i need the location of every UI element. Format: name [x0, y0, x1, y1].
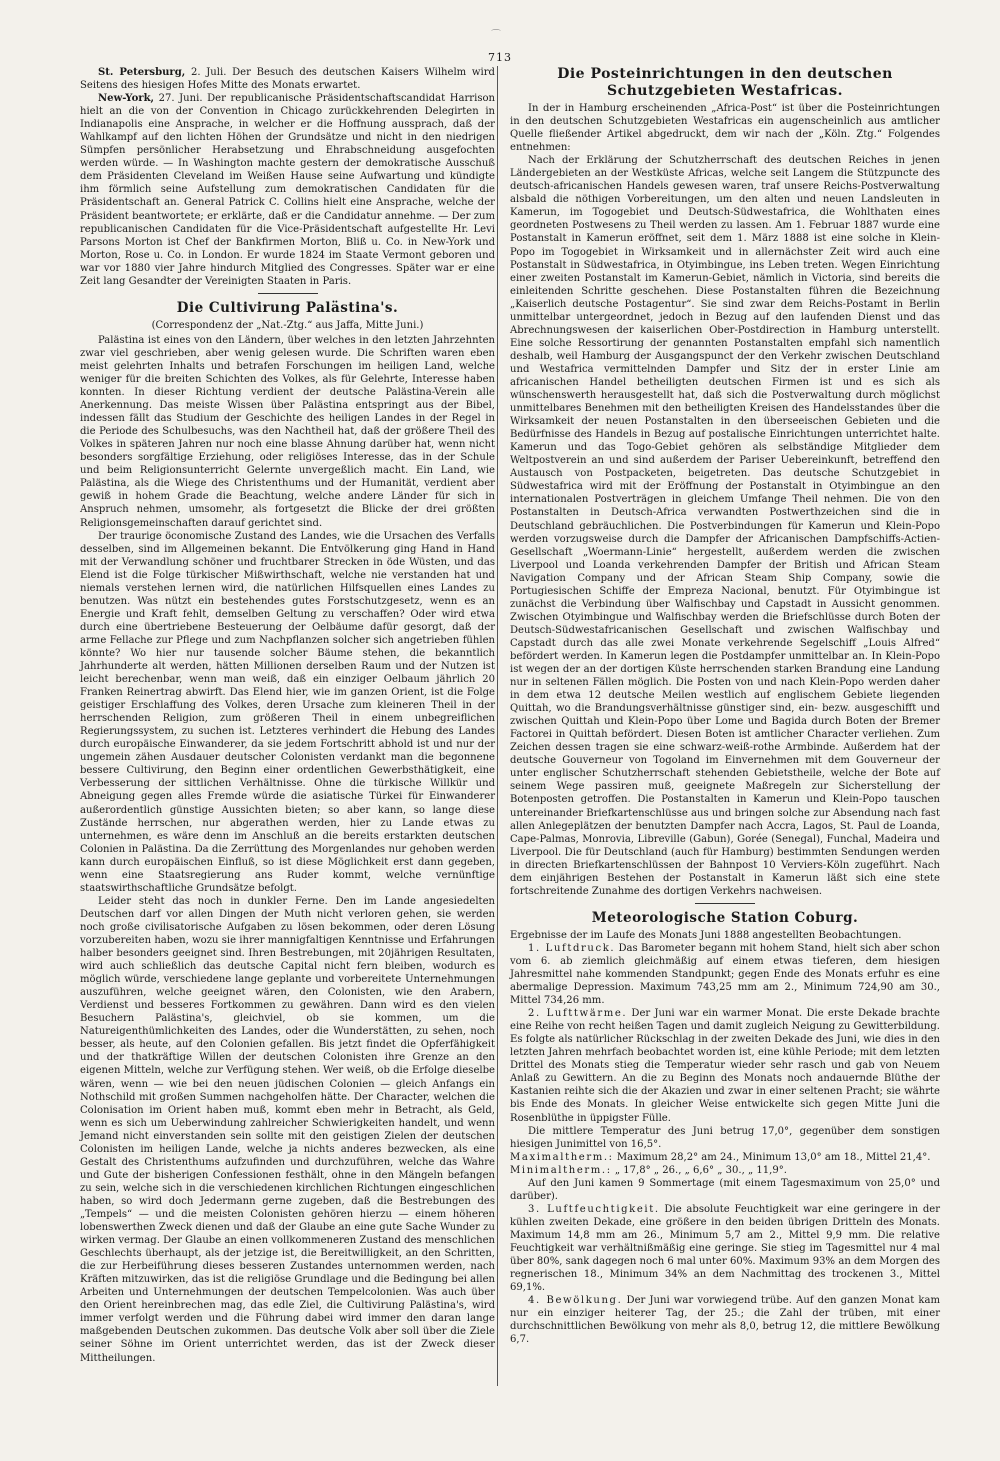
section-rule: [258, 293, 318, 294]
news-text: 27. Juni. Der republicanische Präsidentschaftscandidat Harrison hielt an die von der Convention in Chicago zurückkehrenden Delegirten in Indianapolis eine Ansprache, in welcher er die Hoffnung aussprach, daß der Wahlkampf auf den lichten Höhen der Grundsätze und nicht in den niedrigen Sümpfen persönlicher Herabsetzung und Ehrabschneidung ausgefochten werden würde. — In Washington machte gestern der demokratische Ausschuß dem Präsidenten Cleveland im Weißen Hause seine Aufwartung und kündigte ihm förmlich seine Aufstellung zum demokratischen Candidaten für die Präsidentschaft an. General Patrick C. Collins hielt eine Ansprache, welche der Präsident beantwortete; er erklärte, daß er die Candidatur annehme. — Der zum republicanischen Candidaten für die Vice-Präsidentschaft aufgestellte Hr. Levi Parsons Morton ist Chef der Bankfirmen Morton, Bliß u. Co. in New-York und Morton, Rose u. Co. in London. Er wurde 1824 im Staate Vermont geboren und war vor 1880 vier Jahre hindurch Mitglied des Congresses. Später war er eine Zeit lang Gesandter der Vereinigten Staaten in Paris.: [80, 93, 495, 287]
met-text: Der Juni war ein warmer Monat. Die erste Dekade brachte eine Reihe von recht heißen Tagen und damit zugleich Neigung zu Gewitterbildung. Es folgte als natürlicher Rückschlag in der zweiten Dekade des Juni, wie dies in den letzten Jahren mehrfach beobachtet worden ist, eine kühle Periode; mit dem letzten Drittel des Monats stieg die Temperatur wieder sehr rasch und gab von Neuem Anlaß zu Gewittern. An die zu Beginn des Monats noch andauernde Blüthe der Kastanien reihte sich die der Akazien und zwar in einer seltenen Pracht; sie währte bis Ende des Monats. In gleicher Weise entwickelte sich gegen Mitte Juni die Rosenblüthe in üppigster Fülle.: [510, 1008, 940, 1124]
met-item: [510, 1203, 940, 1294]
section-rule: [695, 903, 755, 904]
column-divider: [497, 66, 498, 1386]
article-title-post: Die Posteinrichtungen in den deutschen Schutzgebieten Westafricas.: [557, 66, 893, 99]
article-paragraph: Palästina ist eines von den Ländern, über welches in den letzten Jahrzehnten zwar viel geschrieben, aber wenig gelesen wurde. Die Schriften waren eben meist gelehrten Inhalts und betrafen Forschungen im heiligen Land, welche weniger für die breiten Schichten des Volkes, als für Gelehrte, Interesse haben konnten. In dieser Richtung verdient der deutsche Palästina-Verein alle Anerkennung. Das meiste Wissen über Palästina entspringt aus der Bibel, indessen fällt das Studium der Geschichte des heiligen Landes in der Regel in die Periode des Schulbesuchs, was den Nachtheil hat, daß der größere Theil des Volkes in späteren Jahren nur noch eine blasse Ahnung darüber hat, wenn nicht besonders sorgfältige Erziehung, oder religiöses Interesse, das in der Schule und beim Religionsunterricht Gelernte unvergeßlich macht. Ein Land, wie Palästina, als die Wiege des Christenthums und der Humanität, verdient aber gewiß in hohem Grade die Beachtung, welche andere Länder für sich in Anspruch nehmen, umsomehr, als fortgesetzt die Blicke der drei größten Religionsgemeinschaften darauf gerichtet sind.: [80, 334, 495, 529]
met-item: [510, 1125, 940, 1151]
met-text: Das Barometer begann mit hohem Stand, hielt sich aber schon vom 6. ab ziemlich gleichmäßig auf einem etwas tieferen, dem hiesigen Jahresmittel nahe kommenden Standpunkt; gegen Ende des Monats erfuhr es eine abermalige Depression. Maximum 743,25 mm am 2., Minimum 724,90 am 30., Mittel 734,26 mm.: [510, 942, 940, 1007]
met-item: [510, 942, 940, 1007]
news-item-petersburg: [80, 66, 495, 92]
met-text: Maximum 28,2° am 24., Minimum 13,0° am 18., Mittel 21,4°.: [613, 1151, 931, 1163]
article-paragraph: Nach der Erklärung der Schutzherrschaft des deutschen Reiches in jenen Ländergebieten an der Westküste Africas, welche seit Langem die Stützpuncte des deutsch-africanischen Handels gewesen waren, traf unsere Reichs-Postverwaltung alsbald die nöthigen Vorbereitungen, um den alten und neuen Landsleuten in Kamerun, im Togogebiet und Deutsch-Südwestafrica, die Wohlthaten eines geordneten Postwesens zu Theil werden zu lassen. Am 1. Februar 1887 wurde eine Postanstalt in Kamerun eröffnet, seit dem 1. März 1888 ist eine solche in Klein-Popo im Togogebiet in Wirksamkeit und in allernächster Zeit wird auch eine Postanstalt in Südwestafrica, in Otyimbingue, ins Leben treten. Wegen Einrichtung einer zweiten Postanstalt im Kamerun-Gebiet, nämlich in Victoria, sind bereits die einleitenden Schritte geschehen. Diese Postanstalten führen die Bezeichnung „Kaiserlich deutsche Postagentur“. Sie sind zwar dem Reichs-Postamt in Berlin unmittelbar untergeordnet, jedoch in Bezug auf den laufenden Dienst und das Abrechnungswesen der kaiserlichen Ober-Postdirection in Hamburg unterstellt. Eine solche Ressortirung der genannten Postanstalten empfahl sich namentlich deshalb, weil Hamburg der Ausgangspunct der den Verkehr zwischen Deutschland und Westafrica vermittelnden Dampfer und Sitz der in erster Linie am africanischen Handel betheiligten deutschen Firmen ist und es sich als wünschenswerth herausgestellt hat, daß sich die Postverwaltung durch möglichst unmittelbares Benehmen mit den betheiligten Kreisen des Handelsstandes über die Wirksamkeit der neuen Postanstalten in den überseeischen Gebieten und die Bedürfnisse des Handels in Bezug auf postalische Einrichtungen unterrichtet halte. Kamerun und das Togo-Gebiet gehören als selbständige Mitglieder dem Weltpostverein an und sind außerdem der Pariser Uebereinkunft, betreffend den Austausch von Postpacketen, beigetreten. Das deutsche Schutzgebiet in Südwestafrica wird mit der Eröffnung der Postanstalt in Otyimbingue an den internationalen Postverträgen in gleichem Umfange Theil nehmen. Die von den Postanstalten in Deutsch-Africa verwandten Postwerthzeichen sind die in Deutschland gebräuchlichen. Die Postverbindungen für Kamerun und Klein-Popo werden vorzugsweise durch die Dampfer der Africanischen Dampfschiffs-Actien-Gesellschaft „Woermann-Linie“ hergestellt, außerdem werden die zwischen Liverpool und Loanda verkehrenden Dampfer der British und African Steam Navigation Company und der African Steam Ship Company, sowie die Portugiesischen Schiffe der Empreza Nacional, benutzt. Für Otyimbingue ist zunächst die Verbindung über Walfischbay und Capstadt in Aussicht genommen. Zwischen Otyimbingue und Walfischbay werden die Briefschlüsse durch Boten der Deutsch-Südwestafricanischen Gesellschaft und zwischen Walfischbay und Capstadt durch das alle zwei Monate verkehrende Segelschiff „Louis Alfred“ befördert werden. In Kamerun legen die Postdampfer unmittelbar an. In Klein-Popo ist wegen der an der dortigen Küste herrschenden starken Brandung eine Landung nur in seltenen Fällen möglich. Die Posten von und nach Klein-Popo werden daher in dem etwa 12 deutsche Meilen westlich auf englischem Gebiete liegenden Quittah, wo die Brandungsverhältnisse günstiger sind, ein- bezw. ausgeschifft und zwischen Quittah und Klein-Popo über Lome und Bagida durch Boten der Bremer Factorei in Quittah befördert. Diesen Boten ist amtlicher Character verliehen. Zum Zeichen dessen tragen sie eine schwarz-weiß-rothe Armbinde. Außerdem hat der deutsche Gouverneur von Togoland im Einvernehmen mit dem Gouverneur der unter englischer Schutzherrschaft stehenden Gebietstheile, welche der Bote auf seinem Wege passiren muß, geeignete Maßregeln zur Sicherstellung der Botenposten getroffen. Die Postanstalten in Kamerun und Klein-Popo tauschen untereinander Briefkartenschlüsse aus und bringen solche zur Absendung nach fast allen Anlegeplätzen der benutzten Dampfer nach Accra, Lagos, St. Paul de Loanda, Cape-Palmas, Monrovia, Libreville (Gabun), Gorée (Senegal), Funchal, Madeira und Liverpool. Die für Deutschland (auch für Hamburg) bestimmten Sendungen werden in directen Briefkartenschlüssen der Bahnpost 10 Verviers-Köln zugeführt. Nach dem einjährigen Bestehen der Postanstalt in Kamerun läßt sich eine stete fortschreitende Zunahme des dortigen Verkehrs nachweisen.: [510, 155, 940, 897]
article-paragraph: Der traurige öconomische Zustand des Landes, wie die Ursachen des Verfalls desselben, sind im Allgemeinen bekannt. Die Entvölkerung ging Hand in Hand mit der Verwandlung schöner und fruchtbarer Strecken in öde Wüsten, und das Elend ist die Folge türkischer Mißwirthschaft, welche nie verstanden hat und niemals verstehen lernen wird, die natürlichen Hilfsquellen eines Landes zu benutzen. Was nützt ein bestehendes gutes Forstschutzgesetz, wenn es an Energie und Kraft fehlt, demselben Geltung zu verschaffen? Oder wird etwa durch eine übertriebene Besteuerung der Oelbäume dafür gesorgt, daß der arme Fellache zur Pflege und zum Nachpflanzen solcher sich angetrieben fühlen könnte? Wo hier nur tausende solcher Bäume stehen, die bekanntlich Jahrhunderte alt werden, hätten Millionen derselben Raum und der Nutzen ist leicht berechenbar, wenn man weiß, daß ein einziger Oelbaum jährlich 20 Franken Reinertrag abwirft. Das Elend hier, wie im ganzen Orient, ist die Folge geistiger Erschlaffung des Volkes, deren Ursache zum kleineren Theil in der herrschenden Religion, zum größeren Theil in einem unbegreiflichen Regierungssystem, zu suchen ist. Letzteres verhindert die Hebung des Landes durch europäische Einwanderer, da sie jedem Fortschritt abhold ist und nur der ungemein zähen Ausdauer deutscher Colonisten verdankt man die begonnene bessere Cultivirung, den Beginn einer ordentlichen Gewerbsthätigkeit, eine Verbesserung der sittlichen Verhältnisse. Ohne die türkische Willkür und Abneigung gegen alles Fremde würde die asiatische Türkei für Einwanderer außerordentlich günstige Aussichten bieten; so aber kann, so lange diese Zustände herrschen, nur abgerathen werden, hier zu Lande etwas zu unternehmen, es wäre denn im Anschluß an die bereits erstarkten deutschen Colonien in Palästina. Da die Zerrüttung des Morgenlandes nur gehoben werden kann durch europäischen Einfluß, so ist diese Möglichkeit erst dann gegeben, wenn eine Staatsregierung ans Ruder kommt, welche vernünftige staatswirthschaftliche Grundsätze befolgt.: [80, 530, 495, 894]
article-paragraph: Leider steht das noch in dunkler Ferne. Den im Lande angesiedelten Deutschen darf vor allen Dingen der Muth nicht verloren gehen, sie werden noch große civilisatorische Aufgaben zu lösen bekommen, oder deren Lösung vorzubereiten haben, wozu sie ihrer mannigfaltigen Kenntnisse und Erfahrungen halber besonders geeignet sind. Ihren Bestrebungen, mit 20jährigen Resultaten, wird auch schließlich das deutsche Capital nicht fern bleiben, wodurch es möglich würde, verschiedene lange geplante und vorbereitete Unternehmungen auszuführen, welche geeignet wären, den Colonisten, wie den Arabern, Verdienst und besseres Fortkommen zu gewähren. Dann wird es den vielen Besuchern Palästina's, gleichviel, ob sie kommen, um die Natureigenthümlichkeiten des Landes, oder die Wunderstätten, zu sehen, noch besser, als heute, auf den Colonien gefallen. Bis jetzt findet die Opferfähigkeit und der thatkräftige Willen der deutschen Colonisten ihre Grenze an den eigenen Mitteln, welche zur Verfügung stehen. Wer weiß, ob die Erfolge dieselbe wären, wenn — wie bei den neuen jüdischen Colonien — gleich Anfangs ein Nothschild mit großen Summen nachgeholfen hätte. Der Character, welchen die Colonisation im Orient haben muß, kommt eben mehr in Betracht, als Geld, wenn es sich um Ueberwindung zahlreicher Schwierigkeiten handelt, und wenn Jemand nicht einverstanden sein sollte mit den geistigen Zielen der deutschen Colonisten im heiligen Lande, welche ja nichts anderes bezwecken, als eine Gestalt des Christenthums aufzufinden und durchzuführen, welche das Wahre und Gute der bisherigen Confessionen festhält, ohne in den Mängeln befangen zu sein, welche sich in die verschiedenen kirchlichen Richtungen eingeschlichen haben, so wird doch Jedermann gerne zugeben, daß die Bestrebungen des „Tempels“ — und die meisten Colonisten gehören hierzu — einem höheren lobenswerthen Zweck dienen und daß der Glaube an eine gute Sache Wunder zu wirken vermag. Der Glaube an einen vollkommeneren Zustand des menschlichen Geschlechts überhaupt, als der jetzige ist, die Bereitwilligkeit, an den Schritten, die zur Herbeiführung dieses besseren Zustandes unternommen werden, nach Kräften mitzuwirken, das ist die religiöse Grundlage und die Bedingung bei allen Arbeiten und Unternehmungen der deutschen Tempelcolonien. Was auch über den Orient hereinbrechen mag, das edle Ziel, die Cultivirung Palästina's, wird immer verfolgt werden und die Führung dabei wird immer den daran lange maßgebenden Deutschen zukommen. Das deutsche Volk aber soll über die Ziele seiner Söhne im Orient unterrichtet werden, das ist der Zweck dieser Mittheilungen.: [80, 895, 495, 1364]
met-text: Auf den Juni kamen 9 Sommertage (mit einem Tagesmaximum von 25,0° und darüber).: [510, 1177, 940, 1202]
met-text: „ 17,8° „ 26., „ 6,6° „ 30., „ 11,9°.: [611, 1164, 787, 1176]
dateline: New-York,: [98, 93, 155, 105]
met-item: [510, 1007, 940, 1124]
article-title-meteorology: Meteorologische Station Coburg.: [591, 909, 859, 926]
article-title-palaestina: Die Cultivirung Palästina's.: [176, 299, 399, 316]
met-label: 2. Lufttwärme.: [528, 1008, 628, 1020]
met-item: [510, 1151, 940, 1164]
news-item-newyork: [80, 92, 495, 288]
met-text: Der Juni war vorwiegend trübe. Auf den ganzen Monat kam nur ein einziger heiterer Tag, der 25.; die Zahl der trüben, mit einer durchschnittlichen Bewölkung von mehr als 8,0, betrug 12, die mittlere Bewölkung 6,7.: [510, 1295, 941, 1346]
left-column: [80, 66, 495, 1365]
dateline: St. Petersburg,: [98, 67, 186, 78]
article-subtitle: (Correspondenz der „Nat.-Ztg.“ aus Jaffa, Mitte Juni.): [151, 319, 424, 331]
met-intro: Ergebnisse der im Laufe des Monats Juni 1888 angestellten Beobachtungen.: [510, 929, 902, 941]
page-number: 713: [488, 51, 512, 64]
met-label: Maximaltherm.:: [510, 1151, 614, 1163]
page-top-mark: ⌒: [491, 30, 501, 41]
met-text: Die absolute Feuchtigkeit war eine geringere in der kühlen zweiten Dekade, eine größere in den beiden übrigen Dritteln des Monats. Maximum 14,8 mm am 26., Minimum 5,7 am 2., Mittel 9,9 mm. Die relative Feuchtigkeit war verhältnißmäßig eine geringe. Sie stieg im Tagesmittel nur 4 mal über 80%, sank dagegen noch 6 mal unter 60%. Maximum 93% an dem Morgen des regnerischen 18., Minimum 34% an dem Nachmittag des trockenen 3., Mittel 69,1%.: [510, 1203, 941, 1294]
met-text: Die mittlere Temperatur des Juni betrug 17,0°, gegenüber dem sonstigen hiesigen Junimittel von 16,5°.: [510, 1125, 940, 1150]
met-label: Minimaltherm.:: [510, 1164, 612, 1176]
article-paragraph: In der in Hamburg erscheinenden „Africa-Post“ ist über die Posteinrichtungen in den deutschen Schutzgebieten Westafricas ein augenscheinlich aus amtlicher Quelle fließender Artikel abgedruckt, dem wir nach der „Köln. Ztg.“ Folgendes entnehmen:: [510, 103, 940, 154]
right-column: [510, 66, 940, 1346]
met-label: 3. Luftfeuchtigkeit.: [528, 1203, 660, 1215]
met-item: [510, 1164, 940, 1177]
met-item: [510, 1294, 940, 1346]
news-text: 2. Juli. Der Besuch des deutschen Kaisers Wilhelm wird Seitens des hiesigen Hofes Mitte des Monats erwartet.: [80, 67, 495, 92]
met-label: 4. Bewölkung.: [528, 1295, 623, 1307]
met-label: 1. Luftdruck.: [528, 942, 616, 954]
met-item: [510, 1177, 940, 1203]
